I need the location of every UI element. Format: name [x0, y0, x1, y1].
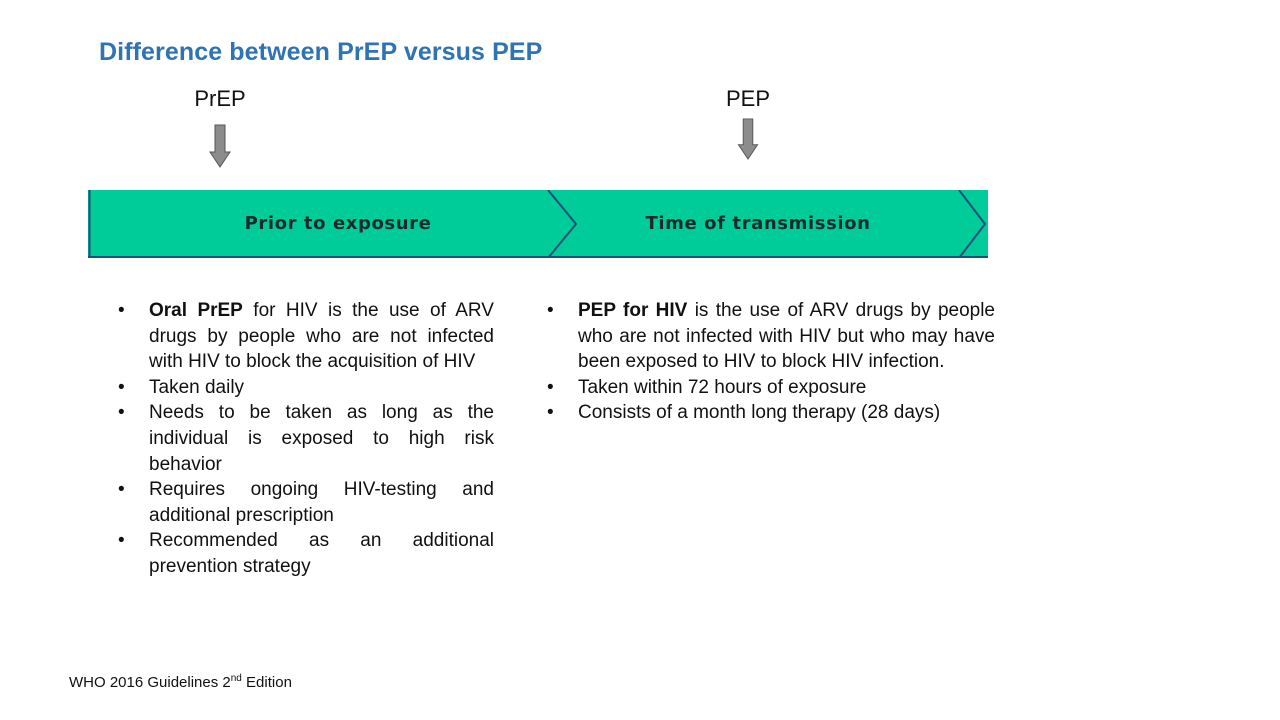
bullet-text: Consists of a month long therapy (28 days) — [578, 402, 941, 424]
pep-marker — [688, 86, 808, 160]
bullet-text: for HIV is the use of ARV drugs by people who are not infected with HIV to block the acquisition of HIV — [149, 300, 494, 373]
list-item — [547, 400, 995, 426]
bullet-text: Requires ongoing HIV-testing and additional prescription — [149, 479, 494, 526]
bullet-bold-term: PEP for HIV — [578, 300, 688, 321]
prep-bullet-list — [118, 298, 494, 580]
pep-bullet-list — [547, 298, 995, 426]
source-citation-superscript: nd — [230, 673, 242, 684]
arrow-down-icon — [737, 118, 759, 160]
source-citation-prefix: WHO 2016 Guidelines 2 — [69, 674, 231, 691]
list-item — [118, 400, 494, 477]
prep-marker — [160, 86, 280, 168]
source-citation-suffix: Edition — [241, 674, 292, 691]
prep-marker-label: PrEP — [194, 86, 246, 111]
list-item — [118, 375, 494, 401]
bullet-text: Taken daily — [149, 376, 245, 398]
arrow-down-icon — [209, 124, 231, 168]
pep-marker-label: PEP — [725, 86, 771, 111]
bullet-text: Needs to be taken as long as the individual is exposed to high risk behavior — [149, 402, 494, 475]
bullet-text: Taken within 72 hours of exposure — [578, 376, 867, 398]
list-item — [118, 298, 494, 375]
timeline-bar — [88, 190, 988, 258]
bullet-bold-term: Oral PrEP — [149, 300, 243, 321]
bullet-text: is the use of ARV drugs by people who are not infected with HIV but who may have been exposed to HIV to block HIV infection. — [578, 300, 996, 373]
timeline-segment-prior-to-exposure: Prior to exposure — [244, 213, 432, 234]
bullet-text: Recommended as an additional prevention strategy — [149, 530, 494, 577]
list-item — [118, 528, 494, 579]
slide-title: Difference between PrEP versus PEP — [99, 38, 543, 66]
timeline-segment-time-of-transmission: Time of transmission — [645, 213, 871, 234]
list-item — [118, 477, 494, 528]
list-item — [547, 298, 995, 375]
list-item — [547, 375, 995, 401]
source-citation — [69, 674, 292, 691]
